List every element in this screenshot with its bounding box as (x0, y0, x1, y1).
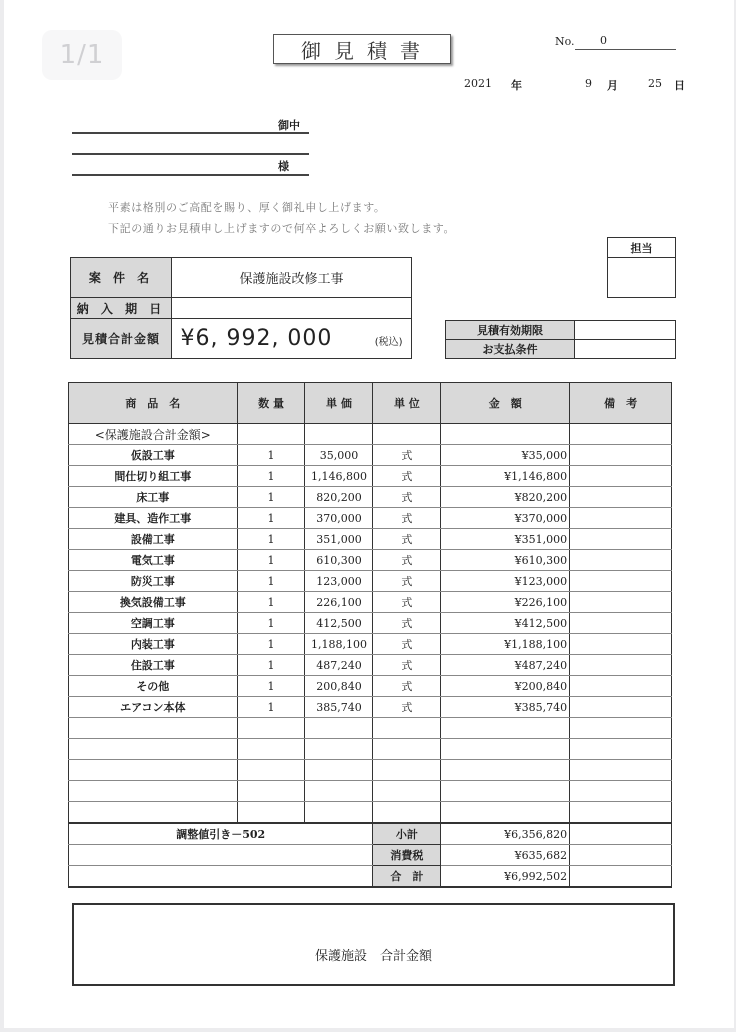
item-amount: ¥351,000 (441, 529, 570, 550)
item-unit: 式 (373, 508, 441, 529)
payment-terms-value (575, 340, 676, 359)
person-name-line (72, 174, 309, 176)
item-unit: 式 (373, 487, 441, 508)
item-name: 住設工事 (69, 655, 238, 676)
item-amount (441, 781, 570, 802)
empty-table-row (69, 718, 672, 739)
summary-remarks (570, 866, 672, 888)
summary-value: ¥6,356,820 (441, 823, 570, 845)
item-unit (373, 739, 441, 760)
item-unit (373, 802, 441, 824)
item-remarks (570, 508, 672, 529)
greeting-line-2: 下記の通りお見積申し上げますので何卒よろしくお願い致します。 (108, 222, 456, 235)
table-row (69, 676, 672, 697)
item-unit-price: 1,146,800 (305, 466, 373, 487)
total-amount-cell (172, 319, 412, 359)
summary-row (69, 866, 672, 888)
item-quantity: 1 (237, 613, 305, 634)
item-name: 電気工事 (69, 550, 238, 571)
item-quantity (237, 718, 305, 739)
item-quantity: 1 (237, 655, 305, 676)
item-unit: 式 (373, 634, 441, 655)
person-in-charge-box (607, 237, 676, 298)
header-unit: 単 位 (373, 383, 441, 424)
summary-remarks (570, 823, 672, 845)
item-name (69, 760, 238, 781)
item-name (69, 781, 238, 802)
item-unit-price (305, 739, 373, 760)
item-unit-price: 123,000 (305, 571, 373, 592)
company-name-line (72, 132, 309, 134)
table-row (69, 655, 672, 676)
item-name (69, 718, 238, 739)
footer-total-label: 保護施設 合計金額 (314, 949, 432, 964)
item-name: 設備工事 (69, 529, 238, 550)
table-row (69, 508, 672, 529)
item-name: 防災工事 (69, 571, 238, 592)
item-remarks (570, 802, 672, 824)
header-unit-price: 単 価 (305, 383, 373, 424)
item-unit-price: 1,188,100 (305, 634, 373, 655)
summary-row (69, 823, 672, 845)
item-quantity: 1 (237, 592, 305, 613)
empty-table-row (69, 739, 672, 760)
date-day-unit: 日 (674, 79, 685, 92)
item-name (69, 802, 238, 824)
item-remarks (570, 613, 672, 634)
item-unit: 式 (373, 613, 441, 634)
item-amount: ¥1,146,800 (441, 466, 570, 487)
item-unit (373, 718, 441, 739)
validity-label: 見積有効期限 (446, 321, 575, 340)
summary-value: ¥6,992,502 (441, 866, 570, 888)
delivery-date-value (172, 298, 412, 319)
item-unit: 式 (373, 445, 441, 466)
item-unit-price (305, 718, 373, 739)
summary-blank-cell (69, 866, 373, 888)
item-unit-price (305, 802, 373, 824)
item-amount: ¥1,188,100 (441, 634, 570, 655)
footer-total-box (72, 903, 675, 986)
table-row (69, 445, 672, 466)
estimate-number-label: No. (555, 35, 575, 48)
item-remarks (570, 760, 672, 781)
item-remarks (570, 655, 672, 676)
table-row (69, 634, 672, 655)
item-amount: ¥610,300 (441, 550, 570, 571)
item-amount: ¥200,840 (441, 676, 570, 697)
item-name: 間仕切り組工事 (69, 466, 238, 487)
delivery-date-label: 納 入 期 日 (71, 298, 172, 319)
summary-label: 消費税 (373, 845, 441, 866)
item-remarks (570, 487, 672, 508)
table-row (69, 592, 672, 613)
table-row (69, 487, 672, 508)
item-unit-price: 226,100 (305, 592, 373, 613)
total-amount-label: 見積合計金額 (71, 319, 172, 359)
item-unit-price: 610,300 (305, 550, 373, 571)
date-day: 25 (648, 77, 662, 90)
item-unit-price: 487,240 (305, 655, 373, 676)
item-unit-price: 412,500 (305, 613, 373, 634)
item-quantity: 1 (237, 676, 305, 697)
item-name: 内装工事 (69, 634, 238, 655)
date-month: 9 (585, 77, 592, 90)
item-unit-price: 351,000 (305, 529, 373, 550)
date-month-unit: 月 (607, 79, 618, 92)
payment-terms-label: お支払条件 (446, 340, 575, 359)
item-quantity: 1 (237, 529, 305, 550)
item-unit-price: 820,200 (305, 487, 373, 508)
summary-blank-cell (69, 845, 373, 866)
item-quantity (237, 760, 305, 781)
section-title-row (69, 424, 672, 445)
item-amount (441, 739, 570, 760)
item-name: エアコン本体 (69, 697, 238, 718)
project-value: 保護施設改修工事 (172, 258, 412, 298)
line-items-table (68, 382, 672, 888)
item-quantity (237, 781, 305, 802)
item-unit: 式 (373, 466, 441, 487)
table-row (69, 529, 672, 550)
item-quantity: 1 (237, 571, 305, 592)
estimate-info-table (70, 257, 412, 359)
item-amount: ¥370,000 (441, 508, 570, 529)
item-unit: 式 (373, 571, 441, 592)
item-quantity (237, 739, 305, 760)
project-label: 案 件 名 (71, 258, 172, 298)
validity-value (575, 321, 676, 340)
item-remarks (570, 529, 672, 550)
summary-value: ¥635,682 (441, 845, 570, 866)
document-title: 御見積書 (273, 34, 451, 64)
item-remarks (570, 781, 672, 802)
item-amount: ¥35,000 (441, 445, 570, 466)
date-year-unit: 年 (511, 79, 522, 92)
item-remarks (570, 466, 672, 487)
item-unit-price: 370,000 (305, 508, 373, 529)
item-name (69, 739, 238, 760)
person-suffix: 様 (278, 160, 289, 173)
item-name: 仮設工事 (69, 445, 238, 466)
item-unit: 式 (373, 676, 441, 697)
item-unit: 式 (373, 529, 441, 550)
total-amount-value: ¥6, 992, 000 (180, 326, 333, 351)
person-in-charge-label: 担当 (608, 238, 676, 258)
estimate-number-value: 0 (600, 34, 607, 47)
table-header-row (69, 383, 672, 424)
item-quantity: 1 (237, 508, 305, 529)
item-unit: 式 (373, 592, 441, 613)
page-indicator: 1/1 (42, 30, 122, 80)
date-year: 2021 (464, 77, 492, 90)
person-name-line-upper (72, 153, 309, 155)
item-quantity: 1 (237, 550, 305, 571)
item-unit: 式 (373, 550, 441, 571)
summary-label: 小計 (373, 823, 441, 845)
item-quantity: 1 (237, 634, 305, 655)
header-product-name: 商 品 名 (69, 383, 238, 424)
item-unit-price (305, 781, 373, 802)
item-unit (373, 781, 441, 802)
item-quantity: 1 (237, 466, 305, 487)
item-name: 床工事 (69, 487, 238, 508)
summary-row (69, 845, 672, 866)
item-remarks (570, 592, 672, 613)
greeting-line-1: 平素は格別のご高配を賜り、厚く御礼申し上げます。 (108, 201, 386, 214)
item-amount: ¥226,100 (441, 592, 570, 613)
summary-remarks (570, 845, 672, 866)
table-row (69, 613, 672, 634)
item-remarks (570, 676, 672, 697)
header-amount: 金 額 (441, 383, 570, 424)
item-unit-price (305, 760, 373, 781)
item-remarks (570, 571, 672, 592)
table-row (69, 466, 672, 487)
item-quantity: 1 (237, 487, 305, 508)
document-page (4, 0, 734, 1028)
empty-table-row (69, 781, 672, 802)
header-remarks: 備 考 (570, 383, 672, 424)
item-quantity: 1 (237, 445, 305, 466)
item-remarks (570, 550, 672, 571)
item-amount: ¥123,000 (441, 571, 570, 592)
item-name: その他 (69, 676, 238, 697)
item-unit-price: 200,840 (305, 676, 373, 697)
empty-table-row (69, 802, 672, 824)
table-row (69, 697, 672, 718)
item-name: 建具、造作工事 (69, 508, 238, 529)
person-in-charge-stamp-area (608, 258, 676, 298)
table-row (69, 571, 672, 592)
item-quantity (237, 802, 305, 824)
item-amount (441, 760, 570, 781)
section-title: <保護施設合計金額> (69, 424, 238, 445)
item-remarks (570, 697, 672, 718)
item-name: 空調工事 (69, 613, 238, 634)
terms-table (445, 320, 676, 359)
item-amount: ¥385,740 (441, 697, 570, 718)
item-remarks (570, 445, 672, 466)
item-name: 換気設備工事 (69, 592, 238, 613)
tax-included-note: (税込) (374, 337, 403, 348)
adjustment-note: 調整値引き－502 (69, 823, 373, 845)
item-remarks (570, 739, 672, 760)
item-amount: ¥487,240 (441, 655, 570, 676)
item-amount: ¥412,500 (441, 613, 570, 634)
item-amount (441, 802, 570, 824)
table-row (69, 550, 672, 571)
empty-table-row (69, 760, 672, 781)
summary-label: 合 計 (373, 866, 441, 888)
item-amount: ¥820,200 (441, 487, 570, 508)
item-unit-price: 35,000 (305, 445, 373, 466)
company-suffix: 御中 (278, 119, 300, 132)
item-unit: 式 (373, 655, 441, 676)
item-remarks (570, 718, 672, 739)
estimate-number-underline (575, 49, 676, 50)
item-unit (373, 760, 441, 781)
item-amount (441, 718, 570, 739)
item-unit-price: 385,740 (305, 697, 373, 718)
item-remarks (570, 634, 672, 655)
item-quantity: 1 (237, 697, 305, 718)
header-quantity: 数 量 (237, 383, 305, 424)
item-unit: 式 (373, 697, 441, 718)
